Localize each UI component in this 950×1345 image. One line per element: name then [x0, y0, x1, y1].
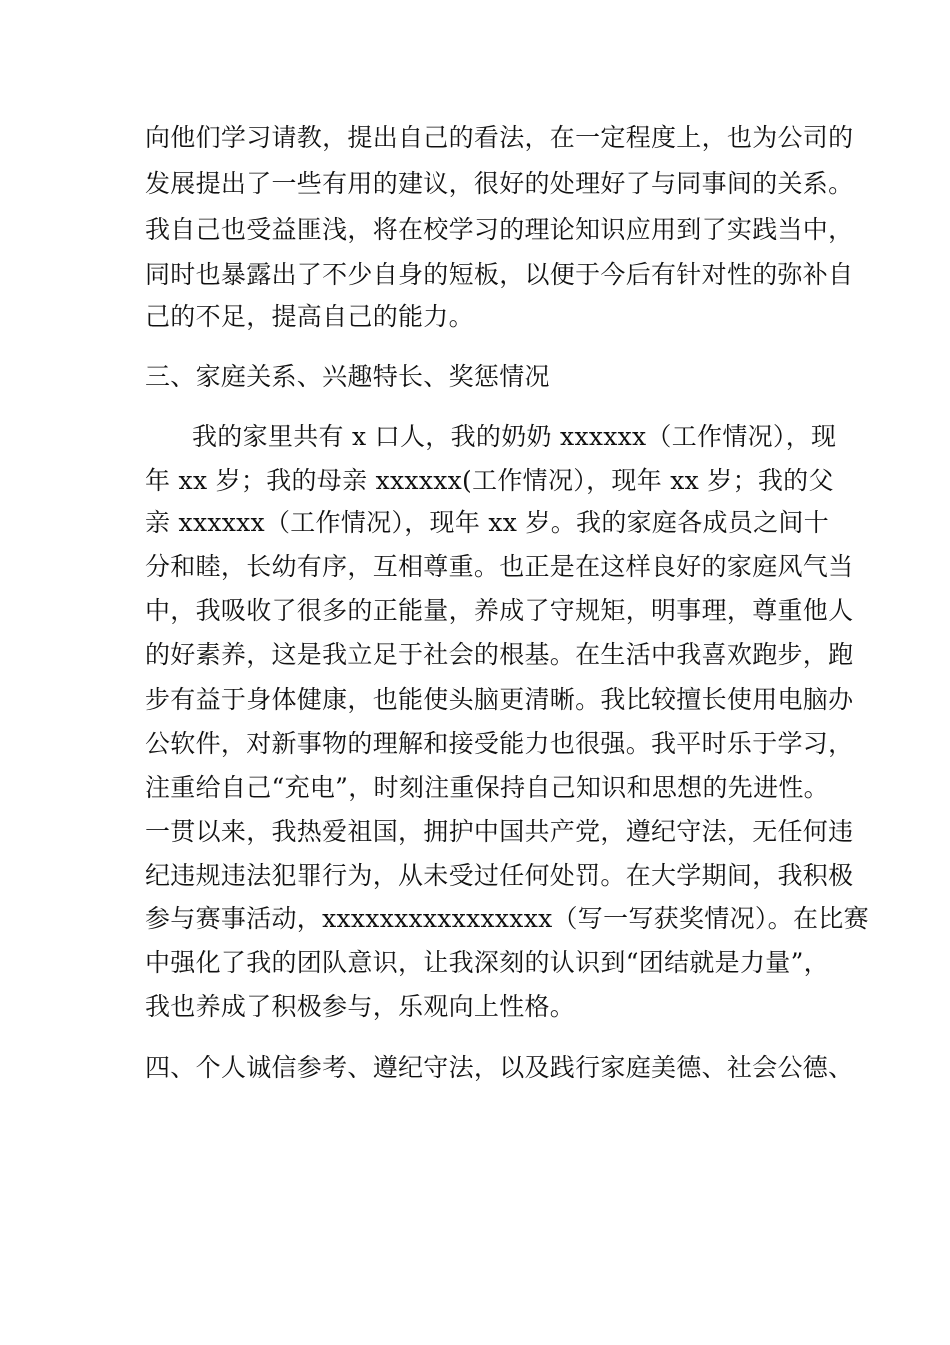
paragraph-line: 我的家里共有 x 口人，我的奶奶 xxxxxx（工作情况），现 [192, 422, 837, 451]
paragraph-line: 向他们学习请教，提出自己的看法，在一定程度上，也为公司的 [145, 123, 854, 152]
paragraph-line: 中，我吸收了很多的正能量，养成了守规矩，明事理，尊重他人 [145, 596, 854, 625]
paragraph-line: 己的不足，提高自己的能力。 [145, 302, 474, 331]
paragraph-line: 发展提出了一些有用的建议，很好的处理好了与同事间的关系。 [145, 169, 854, 198]
paragraph-line: 一贯以来，我热爱祖国，拥护中国共产党，遵纪守法，无任何违 [145, 817, 854, 846]
paragraph-line: 的好素养，这是我立足于社会的根基。在生活中我喜欢跑步，跑 [145, 640, 854, 669]
paragraph-line: 参与赛事活动，xxxxxxxxxxxxxxxx（写一写获奖情况）。在比赛 [145, 904, 869, 933]
paragraph-line: 步有益于身体健康，也能使头脑更清晰。我比较擅长使用电脑办 [145, 685, 854, 714]
section-heading: 四、个人诚信参考、遵纪守法，以及践行家庭美德、社会公德、 [145, 1053, 854, 1082]
section-heading: 三、家庭关系、兴趣特长、奖惩情况 [145, 362, 550, 391]
paragraph-line: 纪违规违法犯罪行为，从未受过任何处罚。在大学期间，我积极 [145, 861, 854, 890]
paragraph-line: 同时也暴露出了不少自身的短板，以便于今后有针对性的弥补自 [145, 260, 854, 289]
paragraph-line: 年 xx 岁；我的母亲 xxxxxx(工作情况），现年 xx 岁；我的父 [145, 466, 834, 495]
paragraph-line: 我也养成了积极参与，乐观向上性格。 [145, 992, 576, 1021]
paragraph-line: 注重给自己“充电”，时刻注重保持自己知识和思想的先进性。 [145, 773, 829, 802]
paragraph-line: 我自己也受益匪浅，将在校学习的理论知识应用到了实践当中， [145, 215, 854, 244]
paragraph-line: 公软件，对新事物的理解和接受能力也很强。我平时乐于学习， [145, 729, 854, 758]
paragraph-line: 分和睦，长幼有序，互相尊重。也正是在这样良好的家庭风气当 [145, 552, 854, 581]
paragraph-line: 中强化了我的团队意识，让我深刻的认识到“团结就是力量”， [145, 948, 829, 977]
paragraph-line: 亲 xxxxxx（工作情况），现年 xx 岁。我的家庭各成员之间十 [145, 508, 830, 537]
